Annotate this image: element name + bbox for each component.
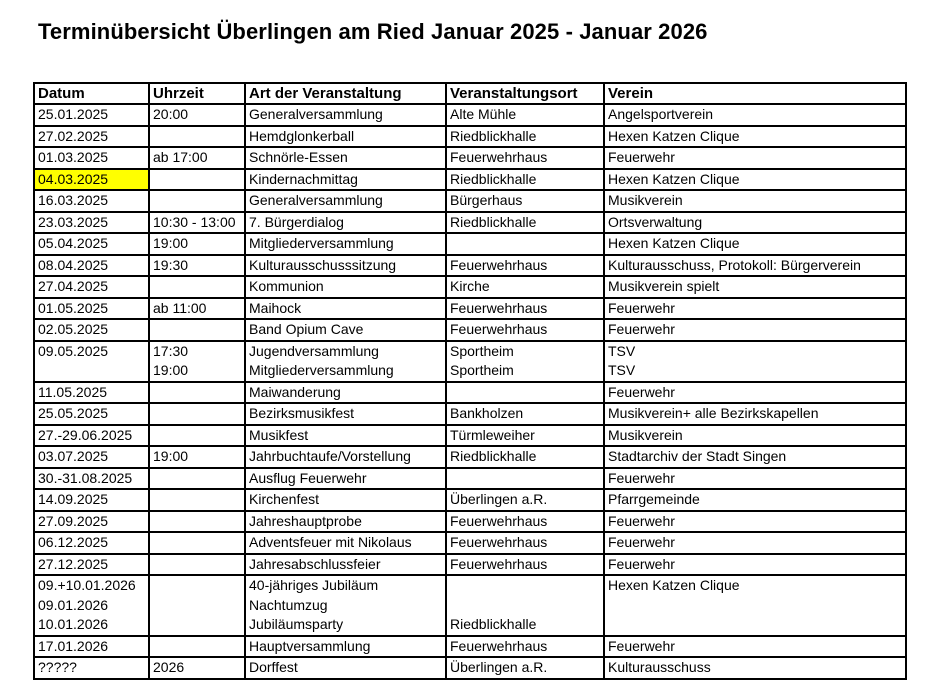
cell-ort (446, 276, 604, 298)
cell-verein-line: TSV (608, 342, 636, 359)
cell-uhrzeit (149, 403, 245, 425)
cell-ort (446, 425, 604, 447)
cell-ort-line: Kirche (450, 278, 490, 294)
cell-art-line: Kulturausschusssitzung (249, 256, 397, 273)
column-header-ort: Veranstaltungsort (446, 83, 604, 104)
cell-art-line: Generalversammlung (249, 106, 383, 122)
cell-uhrzeit-line (153, 383, 244, 403)
cell-art (245, 212, 446, 234)
cell-verein (604, 298, 906, 320)
cell-art-line: Jugendversammlung (249, 342, 379, 359)
cell-datum (34, 147, 149, 169)
cell-datum (34, 276, 149, 298)
cell-datum-line: 01.03.2025 (38, 149, 109, 165)
cell-art (245, 298, 446, 320)
cell-datum (34, 446, 149, 468)
cell-uhrzeit-line (153, 170, 244, 190)
cell-uhrzeit (149, 575, 245, 636)
cell-ort (446, 341, 604, 382)
cell-uhrzeit (149, 532, 245, 554)
cell-art (245, 147, 446, 169)
cell-verein-line: Musikverein (608, 192, 683, 208)
cell-verein (604, 446, 906, 468)
cell-art (245, 233, 446, 255)
cell-uhrzeit (149, 190, 245, 212)
cell-ort-line: Riedblickhalle (450, 448, 537, 464)
cell-verein-line: Feuerwehr (608, 637, 675, 654)
cell-verein-line: Angelsportverein (608, 106, 714, 122)
cell-uhrzeit-line (153, 637, 244, 657)
cell-art (245, 341, 446, 382)
cell-ort (446, 319, 604, 341)
cell-uhrzeit (149, 298, 245, 320)
cell-art (245, 446, 446, 468)
table-row (34, 298, 906, 320)
cell-uhrzeit-line: ab 11:00 (153, 299, 207, 316)
cell-datum-line: 03.07.2025 (38, 448, 109, 464)
cell-art (245, 319, 446, 341)
cell-uhrzeit-line (153, 555, 244, 575)
cell-art-line: Hemdglonkerball (249, 127, 355, 144)
table-row (34, 657, 906, 679)
cell-datum (34, 212, 149, 234)
cell-art (245, 126, 446, 148)
cell-uhrzeit (149, 511, 245, 533)
cell-verein (604, 511, 906, 533)
cell-uhrzeit-line: 19:00 (153, 235, 189, 251)
cell-datum-line: 08.04.2025 (38, 256, 109, 273)
cell-ort-line (450, 576, 603, 596)
cell-datum (34, 190, 149, 212)
cell-verein-line: Feuerwehr (608, 383, 675, 400)
cell-uhrzeit-line (153, 512, 244, 532)
column-header-datum: Datum (34, 83, 149, 104)
cell-datum-line: 02.05.2025 (38, 321, 109, 337)
cell-ort-line: Riedblickhalle (450, 127, 537, 144)
cell-ort-line: Alte Mühle (450, 106, 517, 122)
cell-art-line: Kindernachmittag (249, 170, 358, 187)
cell-datum (34, 169, 149, 191)
cell-ort-line: Feuerwehrhaus (450, 321, 548, 337)
table-body (34, 104, 906, 679)
cell-uhrzeit-line (153, 576, 244, 596)
cell-datum-line: 17.01.2026 (38, 637, 109, 654)
cell-art-line: Jahresabschlussfeier (249, 555, 381, 572)
cell-ort-line: Feuerwehrhaus (450, 299, 548, 316)
cell-uhrzeit (149, 554, 245, 576)
cell-ort-line: Feuerwehrhaus (450, 555, 548, 572)
cell-ort (446, 575, 604, 636)
cell-verein (604, 489, 906, 511)
cell-datum (34, 233, 149, 255)
column-header-art: Art der Veranstaltung (245, 83, 446, 104)
cell-datum-line: 25.01.2025 (38, 106, 109, 122)
cell-uhrzeit-line (153, 426, 244, 446)
cell-uhrzeit (149, 233, 245, 255)
cell-ort-line: Riedblickhalle (450, 213, 537, 230)
table-row (34, 468, 906, 490)
table-row (34, 532, 906, 554)
cell-verein-line: Musikverein (608, 426, 683, 443)
cell-uhrzeit-line (153, 127, 244, 147)
cell-ort (446, 489, 604, 511)
cell-art-line: Jubiläumsparty (249, 616, 344, 632)
cell-uhrzeit-line: 10:30 - 13:00 (153, 213, 236, 230)
cell-datum (34, 532, 149, 554)
cell-art-line: Hauptversammlung (249, 637, 371, 654)
table-row (34, 636, 906, 658)
table-row (34, 382, 906, 404)
cell-uhrzeit (149, 657, 245, 679)
cell-uhrzeit (149, 255, 245, 277)
cell-ort (446, 382, 604, 404)
table-row (34, 126, 906, 148)
cell-verein (604, 425, 906, 447)
cell-datum (34, 341, 149, 382)
cell-datum (34, 403, 149, 425)
cell-verein (604, 382, 906, 404)
cell-art-line: Nachtumzug (249, 596, 328, 613)
cell-ort-line (450, 234, 603, 254)
cell-datum-line: ????? (38, 659, 77, 675)
cell-verein (604, 657, 906, 679)
cell-ort-line: Sportheim (450, 342, 514, 359)
cell-art (245, 636, 446, 658)
cell-art (245, 468, 446, 490)
cell-verein (604, 147, 906, 169)
cell-verein-line: Pfarrgemeinde (608, 491, 700, 507)
cell-ort (446, 104, 604, 126)
cell-art (245, 190, 446, 212)
cell-ort (446, 169, 604, 191)
cell-verein (604, 468, 906, 490)
cell-uhrzeit (149, 147, 245, 169)
cell-verein-line: Hexen Katzen Clique (608, 235, 740, 251)
cell-verein (604, 233, 906, 255)
cell-art (245, 403, 446, 425)
cell-uhrzeit-line (153, 191, 244, 211)
cell-ort (446, 147, 604, 169)
cell-verein (604, 575, 906, 636)
cell-datum (34, 489, 149, 511)
column-header-verein: Verein (604, 83, 906, 104)
table-row (34, 341, 906, 382)
cell-uhrzeit-line: 19:00 (153, 448, 189, 464)
cell-ort (446, 468, 604, 490)
cell-datum-line: 01.05.2025 (38, 299, 109, 316)
cell-uhrzeit-line: ab 17:00 (153, 149, 208, 165)
cell-uhrzeit (149, 468, 245, 490)
cell-datum-line: 27.12.2025 (38, 555, 109, 572)
cell-art-line: Maiwanderung (249, 383, 341, 400)
cell-art (245, 382, 446, 404)
cell-datum (34, 298, 149, 320)
cell-verein-line: Kulturausschuss (608, 659, 711, 675)
cell-verein-line: Feuerwehr (608, 149, 675, 165)
cell-verein-line: Feuerwehr (608, 512, 675, 529)
cell-uhrzeit-line (153, 277, 244, 297)
cell-verein (604, 276, 906, 298)
cell-verein (604, 319, 906, 341)
cell-art-line: Mitgliederversammlung (249, 362, 394, 378)
cell-art (245, 104, 446, 126)
cell-art-line: Jahrbuchtaufe/Vorstellung (249, 448, 411, 464)
cell-art (245, 276, 446, 298)
cell-art (245, 169, 446, 191)
cell-art-line: Musikfest (249, 426, 309, 443)
table-row (34, 147, 906, 169)
cell-uhrzeit-line (153, 533, 244, 553)
cell-verein-line: Kulturausschuss, Protokoll: Bürgerverein (608, 256, 861, 273)
cell-datum-line: 27.04.2025 (38, 278, 109, 294)
cell-art-line: Generalversammlung (249, 192, 383, 208)
table-row (34, 403, 906, 425)
cell-datum (34, 104, 149, 126)
cell-datum (34, 511, 149, 533)
cell-art (245, 511, 446, 533)
cell-verein (604, 169, 906, 191)
cell-verein-line: Feuerwehr (608, 534, 675, 550)
cell-uhrzeit (149, 636, 245, 658)
cell-ort (446, 554, 604, 576)
event-schedule-table (33, 82, 907, 680)
cell-uhrzeit-line: 19:30 (153, 256, 189, 273)
cell-art-line: Adventsfeuer mit Nikolaus (249, 534, 412, 550)
cell-art-line: Band Opium Cave (249, 321, 364, 337)
cell-ort-line: Sportheim (450, 362, 514, 378)
table-row (34, 104, 906, 126)
cell-verein (604, 636, 906, 658)
cell-verein-line: Feuerwehr (608, 469, 675, 486)
cell-verein-line: Feuerwehr (608, 321, 675, 337)
cell-datum-line: 27.-29.06.2025 (38, 426, 133, 443)
cell-ort (446, 255, 604, 277)
cell-art-line: Jahreshauptprobe (249, 512, 362, 529)
cell-verein-line: Hexen Katzen Clique (608, 127, 740, 144)
cell-ort-line: Bankholzen (450, 405, 524, 421)
cell-verein (604, 212, 906, 234)
cell-ort (446, 190, 604, 212)
cell-datum (34, 636, 149, 658)
cell-verein (604, 554, 906, 576)
table-row (34, 169, 906, 191)
cell-verein-line: Hexen Katzen Clique (608, 577, 740, 593)
cell-art (245, 532, 446, 554)
cell-uhrzeit (149, 489, 245, 511)
table-header-row (34, 83, 906, 104)
cell-datum-line: 09.+10.01.2026 (38, 577, 136, 593)
cell-datum (34, 554, 149, 576)
cell-art-line: Kommunion (249, 278, 324, 294)
cell-datum-line: 09.05.2025 (38, 342, 109, 359)
cell-ort (446, 511, 604, 533)
cell-uhrzeit (149, 126, 245, 148)
cell-art-line: Mitgliederversammlung (249, 235, 394, 251)
cell-uhrzeit-line: 19:00 (153, 362, 189, 378)
cell-verein (604, 190, 906, 212)
cell-datum-line: 11.05.2025 (38, 383, 108, 400)
table-row (34, 255, 906, 277)
cell-uhrzeit (149, 276, 245, 298)
cell-verein-line: Musikverein+ alle Bezirkskapellen (608, 405, 819, 421)
cell-ort (446, 657, 604, 679)
cell-verein (604, 126, 906, 148)
cell-ort (446, 298, 604, 320)
cell-ort-line: Feuerwehrhaus (450, 256, 548, 273)
cell-datum (34, 468, 149, 490)
table-row (34, 212, 906, 234)
cell-uhrzeit-line: 2026 (153, 659, 185, 675)
cell-uhrzeit (149, 319, 245, 341)
cell-art-line: 40-jähriges Jubiläum (249, 577, 379, 593)
cell-uhrzeit-line: 17:30 (153, 342, 189, 359)
cell-verein-line: Feuerwehr (608, 299, 675, 316)
cell-datum (34, 425, 149, 447)
cell-uhrzeit (149, 446, 245, 468)
cell-verein-line: Ortsverwaltung (608, 213, 703, 230)
cell-datum-line: 25.05.2025 (38, 405, 109, 421)
cell-ort (446, 212, 604, 234)
cell-uhrzeit (149, 212, 245, 234)
cell-datum (34, 255, 149, 277)
cell-art (245, 255, 446, 277)
cell-datum-line: 27.02.2025 (38, 127, 109, 144)
cell-ort-line: Türmleweiher (450, 426, 535, 443)
cell-uhrzeit (149, 425, 245, 447)
cell-uhrzeit (149, 169, 245, 191)
cell-uhrzeit (149, 382, 245, 404)
cell-datum (34, 657, 149, 679)
table-row (34, 190, 906, 212)
cell-datum (34, 382, 149, 404)
table-row (34, 233, 906, 255)
cell-art-line: Schnörle-Essen (249, 149, 348, 165)
cell-verein-line: Musikverein spielt (608, 278, 720, 294)
cell-art-line: Kirchenfest (249, 491, 320, 507)
table-row (34, 554, 906, 576)
cell-uhrzeit-line (153, 404, 244, 424)
cell-verein (604, 341, 906, 382)
cell-ort-line: Überlingen a.R. (450, 491, 548, 507)
table-row (34, 446, 906, 468)
cell-datum-line: 14.09.2025 (38, 491, 109, 507)
cell-ort (446, 446, 604, 468)
cell-ort (446, 403, 604, 425)
cell-datum (34, 126, 149, 148)
cell-art-line: Bezirksmusikfest (249, 405, 355, 421)
cell-ort-line (450, 596, 603, 616)
cell-ort-line: Feuerwehrhaus (450, 637, 548, 654)
cell-art (245, 657, 446, 679)
cell-uhrzeit-line: 20:00 (153, 106, 189, 122)
cell-verein (604, 403, 906, 425)
cell-datum-line: 05.04.2025 (38, 235, 109, 251)
cell-art (245, 575, 446, 636)
cell-uhrzeit-line (153, 469, 244, 489)
cell-ort (446, 233, 604, 255)
cell-art-line: Maihock (249, 299, 302, 316)
cell-datum (34, 319, 149, 341)
cell-ort-line: Riedblickhalle (450, 170, 537, 187)
table-row (34, 511, 906, 533)
cell-art-line: 7. Bürgerdialog (249, 213, 344, 230)
cell-verein-line: TSV (608, 362, 636, 378)
cell-verein-line: Feuerwehr (608, 555, 675, 572)
cell-datum-line: 30.-31.08.2025 (38, 469, 133, 486)
table-row (34, 575, 906, 636)
cell-ort (446, 126, 604, 148)
cell-ort-line: Überlingen a.R. (450, 659, 548, 675)
cell-art (245, 425, 446, 447)
cell-verein-line: Stadtarchiv der Stadt Singen (608, 448, 787, 464)
table-row (34, 276, 906, 298)
table-row (34, 319, 906, 341)
document-title: Terminübersicht Überlingen am Ried Januar 2025 - Januar 2026 (38, 19, 708, 44)
table-row (34, 425, 906, 447)
cell-verein (604, 255, 906, 277)
cell-verein (604, 532, 906, 554)
cell-uhrzeit-line (153, 320, 244, 340)
cell-datum-line: 06.12.2025 (38, 534, 109, 550)
cell-datum-line: 27.09.2025 (38, 512, 109, 529)
cell-ort (446, 636, 604, 658)
cell-art-line: Ausflug Feuerwehr (249, 469, 367, 486)
cell-ort-line (450, 383, 603, 403)
cell-datum-line: 23.03.2025 (38, 213, 109, 230)
cell-ort-line: Feuerwehrhaus (450, 149, 548, 165)
cell-datum-line: 04.03.2025 (38, 170, 109, 187)
cell-ort (446, 532, 604, 554)
cell-art (245, 554, 446, 576)
cell-ort-line: Feuerwehrhaus (450, 534, 548, 550)
cell-uhrzeit (149, 104, 245, 126)
cell-ort-line: Feuerwehrhaus (450, 512, 548, 529)
cell-ort-line: Riedblickhalle (450, 616, 537, 632)
cell-ort-line: Bürgerhaus (450, 192, 523, 208)
cell-datum-line: 09.01.2026 (38, 596, 109, 613)
cell-art (245, 489, 446, 511)
cell-verein (604, 104, 906, 126)
cell-datum (34, 575, 149, 636)
cell-uhrzeit-line (153, 490, 244, 510)
table-row (34, 489, 906, 511)
cell-ort-line (450, 469, 603, 489)
cell-datum-line: 10.01.2026 (38, 616, 109, 632)
cell-art-line: Dorffest (249, 659, 298, 675)
cell-uhrzeit (149, 341, 245, 382)
cell-datum-line: 16.03.2025 (38, 192, 109, 208)
cell-verein-line: Hexen Katzen Clique (608, 170, 740, 187)
column-header-uhrzeit: Uhrzeit (149, 83, 245, 104)
